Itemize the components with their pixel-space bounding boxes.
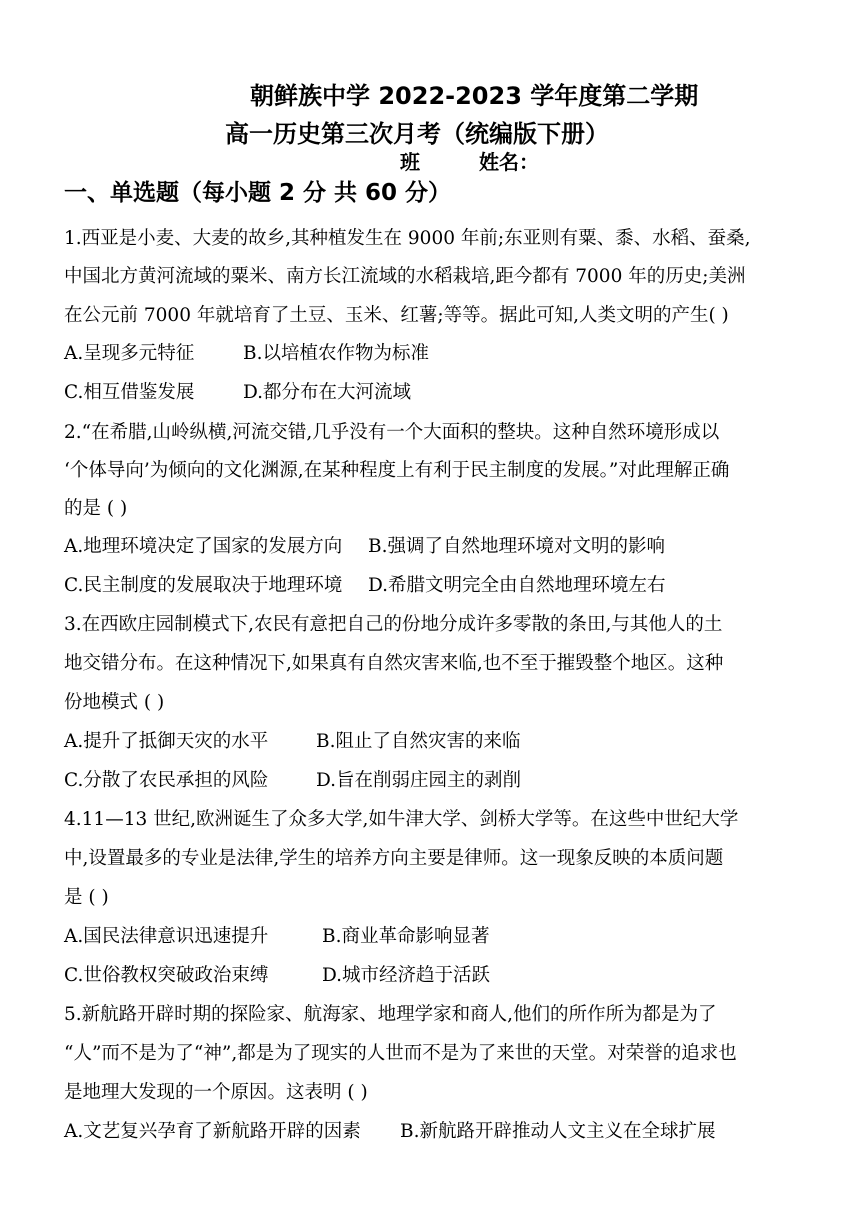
question-4-line-2: 中,设置最多的专业是法律,学生的培养方向主要是律师。这一现象反映的本质问题 bbox=[64, 848, 724, 869]
question-2-option-c: C.民主制度的发展取决于地理环境 bbox=[64, 575, 343, 596]
question-2-option-d: D.希腊文明完全由自然地理环境左右 bbox=[368, 575, 666, 596]
question-5-option-a: A.文艺复兴孕育了新航路开辟的因素 bbox=[64, 1121, 361, 1142]
student-info-line bbox=[400, 146, 539, 175]
question-4-option-c: C.世俗教权突破政治束缚 bbox=[64, 965, 269, 986]
question-1-option-b: B.以培植农作物为标准 bbox=[243, 343, 429, 364]
question-3-option-a: A.提升了抵御天灾的水平 bbox=[64, 731, 269, 752]
question-1-line-3: 在公元前 7000 年就培育了土豆、玉米、红薯;等等。据此可知,人类文明的产生( ) bbox=[64, 305, 729, 326]
question-3-option-c: C.分散了农民承担的风险 bbox=[64, 770, 269, 791]
question-5-line-3: 是地理大发现的一个原因。这表明 ( ) bbox=[64, 1082, 368, 1103]
question-5-line-2: “人”而不是为了“神”,都是为了现实的人世而不是为了来世的天堂。对荣誉的追求也 bbox=[64, 1043, 737, 1064]
question-2-line-1: 2.“在希腊,山岭纵横,河流交错,几乎没有一个大面积的整块。这种自然环境形成以 bbox=[64, 422, 720, 443]
question-3-option-b: B.阻止了自然灾害的来临 bbox=[316, 731, 521, 752]
question-2-line-2: ‘个体导向’为倾向的文化渊源,在某种程度上有利于民主制度的发展。”对此理解正确 bbox=[64, 460, 730, 481]
question-2-option-b: B.强调了自然地理环境对文明的影响 bbox=[368, 536, 665, 557]
name-label: 姓名： bbox=[478, 150, 539, 174]
class-label: 班 bbox=[400, 150, 420, 174]
question-4-option-d: D.城市经济趋于活跃 bbox=[322, 965, 491, 986]
question-1-option-c: C.相互借鉴发展 bbox=[64, 382, 195, 403]
question-4-line-3: 是 ( ) bbox=[64, 887, 109, 908]
question-1-option-d: D.都分布在大河流域 bbox=[243, 382, 412, 403]
question-1-option-a: A.呈现多元特征 bbox=[64, 343, 195, 364]
question-4-option-b: B.商业革命影响显著 bbox=[322, 926, 490, 947]
question-3-line-2: 地交错分布。在这种情况下,如果真有自然灾害来临,也不至于摧毁整个地区。这种 bbox=[64, 653, 724, 674]
exam-title-line2: 高一历史第三次月考（统编版下册） bbox=[225, 120, 609, 148]
question-1-line-2: 中国北方黄河流域的粟米、南方长江流域的水稻栽培,距今都有 7000 年的历史;美洲 bbox=[64, 266, 746, 287]
exam-title-line1: 朝鲜族中学 2022-2023 学年度第二学期 bbox=[250, 82, 699, 110]
question-4-option-a: A.国民法律意识迅速提升 bbox=[64, 926, 269, 947]
question-2-option-a: A.地理环境决定了国家的发展方向 bbox=[64, 536, 343, 557]
question-3-option-d: D.旨在削弱庄园主的剥削 bbox=[316, 770, 522, 791]
section-heading: 一、单选题（每小题 2 分 共 60 分） bbox=[64, 180, 452, 206]
question-5-line-1: 5.新航路开辟时期的探险家、航海家、地理学家和商人,他们的所作所为都是为了 bbox=[64, 1004, 717, 1025]
question-3-line-3: 份地模式 ( ) bbox=[64, 692, 165, 713]
question-1-line-1: 1.西亚是小麦、大麦的故乡,其种植发生在 9000 年前;东亚则有粟、黍、水稻、蚕桑, bbox=[64, 228, 751, 249]
question-5-option-b: B.新航路开辟推动人文主义在全球扩展 bbox=[400, 1121, 716, 1142]
question-4-line-1: 4.11—13 世纪,欧洲诞生了众多大学,如牛津大学、剑桥大学等。在这些中世纪大学 bbox=[64, 809, 739, 830]
question-2-line-3: 的是 ( ) bbox=[64, 498, 128, 519]
question-3-line-1: 3.在西欧庄园制模式下,农民有意把自己的份地分成许多零散的条田,与其他人的土 bbox=[64, 614, 723, 635]
